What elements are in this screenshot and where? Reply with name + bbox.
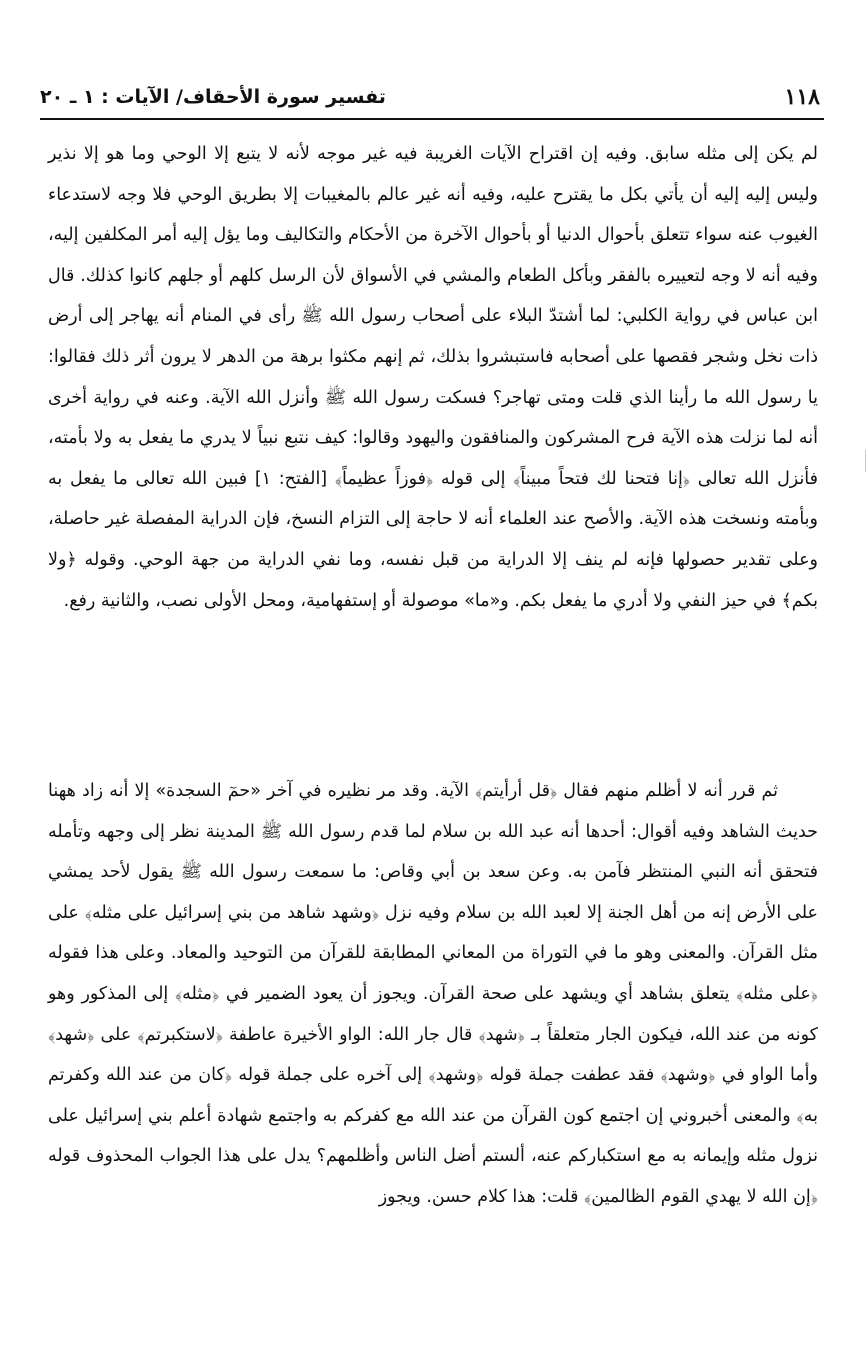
scan-margin-mark — [865, 450, 866, 472]
paragraph-2: ثم قرر أنه لا أظلم منهم فقال ﴿قل أرأيتم﴾ الآية. وقد مر نظيره في آخر «حمٓ السجدة» إلا أنه زاد ههنا حديث الشاهد وفيه أقوال: أحدها أنه عبد الله بن سلام لما قدم رسول الله ﷺ المدينة نظر إلى وجهه وتأمله فتحقق أنه النبي المنتظر فآمن به. وعن سعد بن أبي وقاص: ما سمعت رسول الله ﷺ يقول لأحد يمشي على الأرض إنه من أهل الجنة إلا لعبد الله بن سلام وفيه نزل ﴿وشهد شاهد من بني إسرائيل على مثله﴾ على مثل القرآن. والمعنى وهو ما في التوراة من المعاني المطابقة للقرآن من التوحيد والمعاد. وعلى هذا فقوله ﴿على مثله﴾ يتعلق بشاهد أي ويشهد على صحة القرآن. ويجوز أن يعود الضمير في ﴿مثله﴾ إلى المذكور وهو كونه من عند الله، فيكون الجار متعلقاً بـ ﴿شهد﴾ قال جار الله: الواو الأخيرة عاطفة ﴿لاستكبرتم﴾ على ﴿شهد﴾ وأما الواو في ﴿وشهد﴾ فقد عطفت جملة قوله ﴿وشهد﴾ إلى آخره على جملة قوله ﴿كان من عند الله وكفرتم به﴾ والمعنى أخبروني إن اجتمع كون القرآن من عند الله مع كفركم به واجتمع شهادة أعلم بني إسرائيل على نزول مثله وإيمانه به مع استكباركم عنه، ألستم أضل الناس وأظلمهم؟ يدل على هذا الجواب المحذوف قوله ﴿إن الله لا يهدي القوم الظالمين﴾ قلت: هذا كلام حسن. ويجوز — [48, 781, 818, 1207]
header-rule — [40, 118, 824, 120]
running-title: تفسير سورة الأحقاف/ الآيات : ١ ـ ٢٠ — [40, 86, 386, 108]
text-block-1 — [48, 134, 818, 621]
page-header — [40, 82, 820, 116]
paragraph-1: لم يكن إلى مثله سابق. وفيه إن اقتراح الآيات الغريبة فيه غير موجه لأنه لا يتبع إلا الوحي وما هو إلا نذير وليس إليه إليه أن يأتي بكل ما يقترح عليه، وفيه أنه غير عالم بالمغيبات إلا بطريق الوحي فلا وجه لاستدعاء الغيوب عنه سواء تتعلق بأحوال الدنيا أو بأحوال الآخرة من الأحكام والتكاليف وما يؤل إليه أمر المكلفين إليه، وفيه أنه لا وجه لتعييره بالفقر وبأكل الطعام والمشي في الأسواق لأن الرسل كلهم أو جلهم كانوا كذلك. قال ابن عباس في رواية الكلبي: لما أشتدّ البلاء على أصحاب رسول الله ﷺ رأى في المنام أنه يهاجر إلى أرض ذات نخل وشجر فقصها على أصحابه فاستبشروا بذلك، ثم إنهم مكثوا برهة من الدهر لا يرون أثر ذلك فقالوا: يا رسول الله ما رأينا الذي قلت ومتى تهاجر؟ فسكت رسول الله ﷺ وأنزل الله الآية. وعنه في رواية أخرى أنه لما نزلت هذه الآية فرح المشركون والمنافقون واليهود وقالوا: كيف نتبع نبياً لا يدري ما يفعل به ولا بأمته، فأنزل الله تعالى ﴿إنا فتحنا لك فتحاً مبيناً﴾ إلى قوله ﴿فوزاً عظيماً﴾ [الفتح: ١] فبين الله تعالى ما يفعل به وبأمته ونسخت هذه الآية. والأصح عند العلماء أنه لا حاجة إلى التزام النسخ، فإن الدراية المفصلة غير حاصلة، وعلى تقدير حصولها فإنه لم ينف إلا الدراية من قبل نفسه، وما نفي الدراية من جهة الوحي. وقوله ﴿ولا بكم﴾ في حيز النفي ولا أدري ما يفعل بكم. و«ما» موصولة أو إستفهامية، ومحل الأولى نصب، والثانية رفع. — [48, 144, 819, 611]
page-number: ١١٨ — [784, 84, 820, 110]
text-block-2 — [48, 771, 818, 1218]
